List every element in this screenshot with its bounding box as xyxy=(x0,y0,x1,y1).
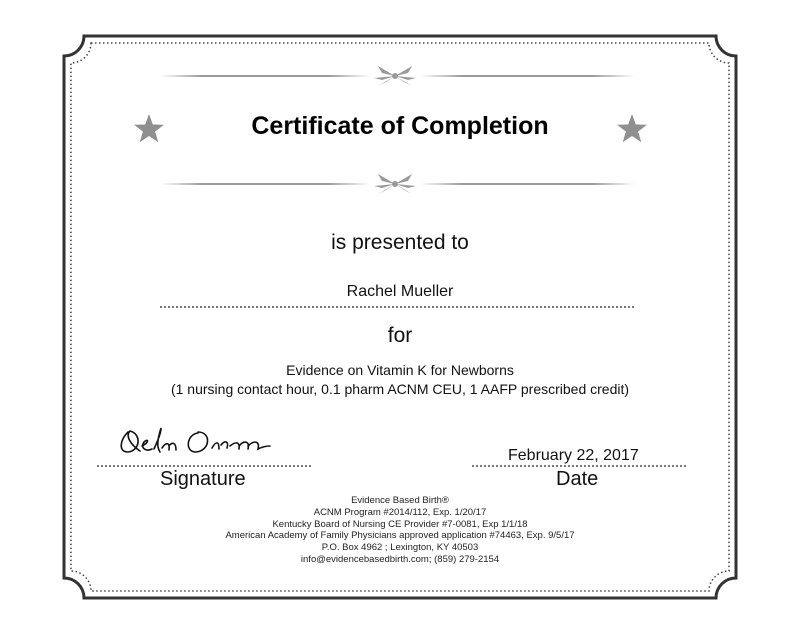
footer-aafp: American Academy of Family Physicians approved application #74463, Exp. 9/5/17 xyxy=(225,530,575,542)
signature-dotted-line xyxy=(97,465,311,467)
date-label: Date xyxy=(556,468,599,490)
sprig-ornament-icon xyxy=(374,174,416,194)
footer-org: Evidence Based Birth® xyxy=(351,495,449,506)
footer-acnm: ACNM Program #2014/112, Exp. 1/20/17 xyxy=(313,506,487,518)
accreditation-footer xyxy=(0,495,800,566)
bottom-ornament xyxy=(160,174,635,194)
handwritten-signature xyxy=(121,428,270,452)
sprig-ornament-icon xyxy=(374,66,416,86)
footer-contact: info@evidencebasedbirth.com; (859) 279-2154 xyxy=(300,553,500,565)
footer-kbn: Kentucky Board of Nursing CE Provider #7-0081, Exp 1/1/18 xyxy=(272,518,528,530)
top-ornament xyxy=(160,66,635,86)
signature-label: Signature xyxy=(160,468,246,490)
date-dotted-line xyxy=(472,465,686,467)
recipient-name: Rachel Mueller xyxy=(346,283,454,300)
date-value: February 22, 2017 xyxy=(508,447,639,464)
presented-to-text: is presented to xyxy=(331,231,469,254)
course-credits: (1 nursing contact hour, 0.1 pharm ACNM CEU, 1 AAFP prescribed credit) xyxy=(170,381,630,397)
certificate-title: Certificate of Completion xyxy=(251,112,549,140)
for-text: for xyxy=(387,324,413,347)
course-title: Evidence on Vitamin K for Newborns xyxy=(286,362,514,378)
recipient-dotted-line xyxy=(160,306,634,308)
footer-address: P.O. Box 4962 ; Lexington, KY 40503 xyxy=(321,542,479,554)
